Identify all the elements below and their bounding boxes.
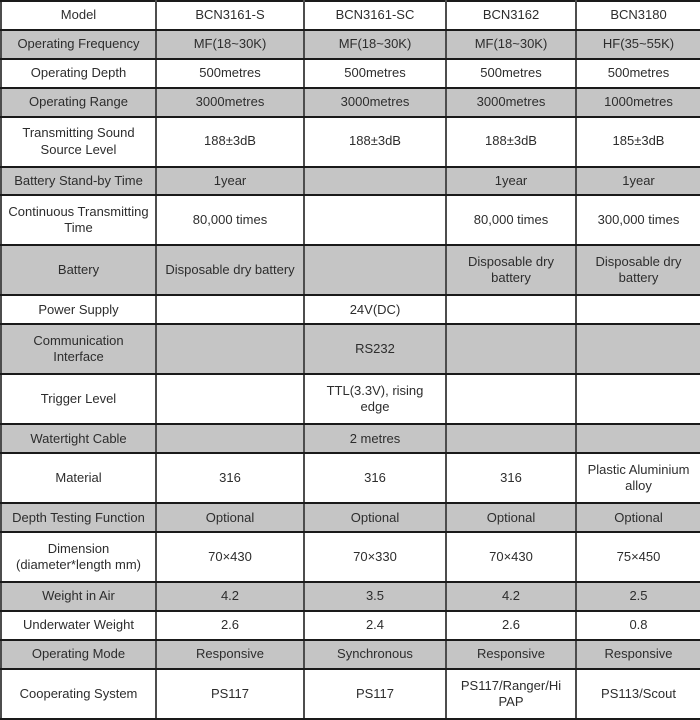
spec-value-cell: 2.4 [304,611,446,640]
row-label: Cooperating System [1,669,156,719]
table-row [1,30,700,59]
row-label: Material [1,453,156,503]
spec-value-cell: 316 [156,453,304,503]
spec-value-cell: 188±3dB [156,117,304,167]
spec-value-cell: PS113/Scout [576,669,700,719]
spec-value-cell [304,245,446,295]
spec-value-cell: Optional [304,503,446,532]
spec-value-cell: Responsive [446,640,576,669]
spec-value-cell: Optional [446,503,576,532]
spec-value-cell: 188±3dB [304,117,446,167]
table-row [1,245,700,295]
spec-value-cell: Synchronous [304,640,446,669]
table-row [1,59,700,88]
spec-value-cell: Disposable dry battery [446,245,576,295]
spec-value-cell [446,374,576,424]
table-row [1,374,700,424]
spec-value-cell: TTL(3.3V), rising edge [304,374,446,424]
spec-value-cell: BCN3161-SC [304,1,446,30]
spec-value-cell [156,295,304,324]
spec-value-cell [576,374,700,424]
spec-value-cell: 1year [446,167,576,196]
spec-value-cell: 500metres [156,59,304,88]
spec-value-cell: RS232 [304,324,446,374]
spec-value-cell: 1000metres [576,88,700,117]
spec-value-cell [304,195,446,245]
table-row [1,453,700,503]
row-label: Continuous Transmitting Time [1,195,156,245]
row-label: Trigger Level [1,374,156,424]
spec-value-cell: Responsive [156,640,304,669]
row-label: Transmitting Sound Source Level [1,117,156,167]
spec-value-cell: 300,000 times [576,195,700,245]
spec-value-cell: 24V(DC) [304,295,446,324]
spec-value-cell: 2.5 [576,582,700,611]
spec-value-cell: 80,000 times [446,195,576,245]
spec-value-cell: PS117 [304,669,446,719]
spec-value-cell: 80,000 times [156,195,304,245]
row-label: Battery Stand-by Time [1,167,156,196]
spec-value-cell: BCN3161-S [156,1,304,30]
spec-value-cell [156,324,304,374]
row-label: Operating Range [1,88,156,117]
spec-value-cell [446,424,576,453]
spec-value-cell: 185±3dB [576,117,700,167]
row-label: Power Supply [1,295,156,324]
spec-value-cell: 2.6 [156,611,304,640]
table-row [1,503,700,532]
spec-value-cell: 316 [304,453,446,503]
spec-value-cell [576,424,700,453]
spec-value-cell: 316 [446,453,576,503]
spec-value-cell: 3000metres [446,88,576,117]
spec-value-cell: PS117/Ranger/Hi PAP [446,669,576,719]
spec-value-cell [156,374,304,424]
spec-value-cell: MF(18~30K) [446,30,576,59]
table-row [1,88,700,117]
spec-value-cell: 4.2 [156,582,304,611]
spec-value-cell: 500metres [446,59,576,88]
table-row [1,167,700,196]
spec-value-cell: Optional [156,503,304,532]
spec-value-cell: Plastic Aluminium alloy [576,453,700,503]
row-label: Operating Mode [1,640,156,669]
row-label: Battery [1,245,156,295]
spec-value-cell: BCN3180 [576,1,700,30]
spec-value-cell: 2.6 [446,611,576,640]
table-row [1,424,700,453]
spec-value-cell: MF(18~30K) [304,30,446,59]
spec-value-cell: Optional [576,503,700,532]
spec-value-cell: 70×430 [156,532,304,582]
table-row [1,295,700,324]
spec-value-cell: 2 metres [304,424,446,453]
table-row [1,117,700,167]
row-label: Weight in Air [1,582,156,611]
table-row [1,582,700,611]
table-row [1,640,700,669]
spec-value-cell: 188±3dB [446,117,576,167]
row-label: Depth Testing Function [1,503,156,532]
table-row [1,1,700,30]
spec-value-cell: MF(18~30K) [156,30,304,59]
spec-value-cell: BCN3162 [446,1,576,30]
spec-value-cell: 500metres [576,59,700,88]
spec-value-cell: 1year [156,167,304,196]
spec-value-cell [446,324,576,374]
spec-value-cell [304,167,446,196]
spec-value-cell: Disposable dry battery [156,245,304,295]
table-row [1,324,700,374]
table-row [1,195,700,245]
spec-table-body [1,1,700,719]
row-label: Communication Interface [1,324,156,374]
spec-value-cell: HF(35~55K) [576,30,700,59]
row-label: Operating Depth [1,59,156,88]
spec-value-cell: Disposable dry battery [576,245,700,295]
spec-value-cell [156,424,304,453]
spec-value-cell [446,295,576,324]
spec-value-cell: Responsive [576,640,700,669]
row-label: Dimension (diameter*length mm) [1,532,156,582]
spec-value-cell: 0.8 [576,611,700,640]
row-label: Underwater Weight [1,611,156,640]
row-label: Watertight Cable [1,424,156,453]
spec-value-cell: 3000metres [304,88,446,117]
row-label: Model [1,1,156,30]
spec-value-cell: 75×450 [576,532,700,582]
spec-value-cell: 70×430 [446,532,576,582]
spec-value-cell: 3.5 [304,582,446,611]
spec-value-cell: 70×330 [304,532,446,582]
spec-value-cell: 3000metres [156,88,304,117]
spec-value-cell [576,324,700,374]
row-label: Operating Frequency [1,30,156,59]
table-row [1,669,700,719]
table-row [1,532,700,582]
spec-value-cell: PS117 [156,669,304,719]
spec-value-cell: 4.2 [446,582,576,611]
spec-value-cell: 500metres [304,59,446,88]
table-row [1,611,700,640]
spec-value-cell [576,295,700,324]
spec-value-cell: 1year [576,167,700,196]
